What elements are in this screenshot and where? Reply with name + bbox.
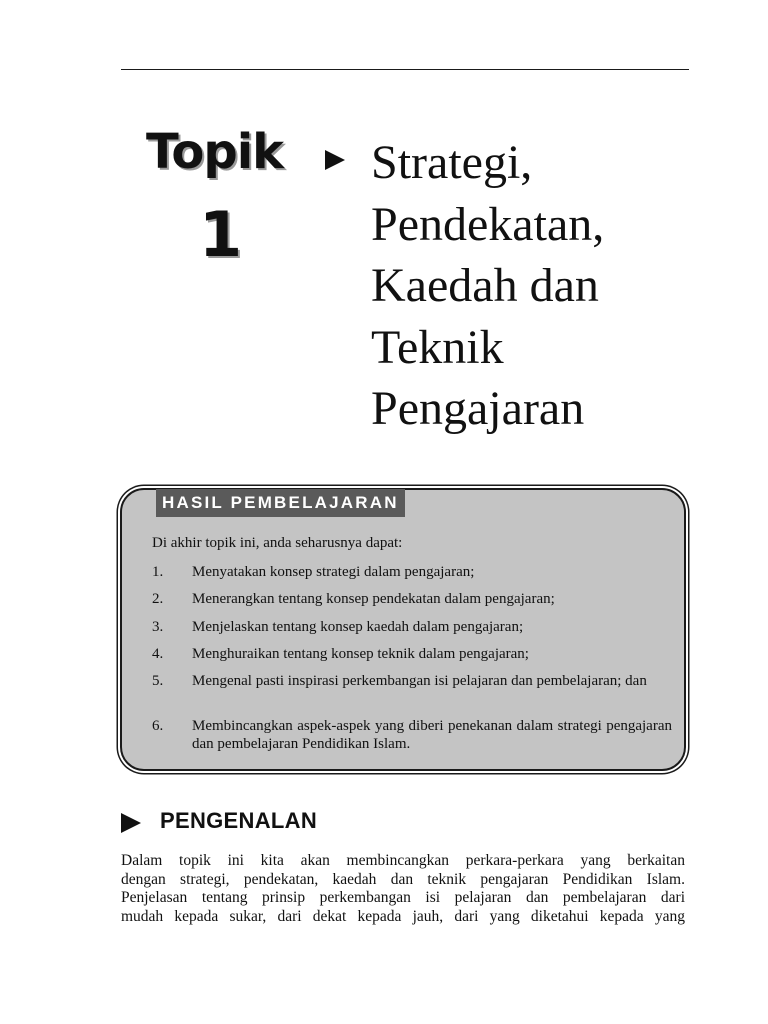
chapter-title-line: Pengajaran	[371, 382, 585, 435]
chapter-title-line: Pendekatan,	[371, 197, 605, 251]
topic-number: 1	[199, 198, 243, 271]
header-rule	[121, 69, 689, 70]
outcome-text: Menyatakan konsep strategi dalam pengajaran;	[192, 564, 475, 580]
outcome-number: 5.	[152, 673, 164, 689]
section-heading: PENGENALAN	[160, 808, 318, 833]
paragraph-line: mudah kepada sukar, dari dekat kepada jauh, dari yang diketahui kepada yang	[121, 907, 685, 925]
outcome-number: 2.	[152, 591, 164, 607]
outcome-text: Menerangkan tentang konsep pendekatan dalam pengajaran;	[192, 591, 555, 607]
chapter-title	[371, 132, 711, 440]
outcome-number: 3.	[152, 619, 164, 635]
section-arrow-icon	[121, 813, 141, 833]
triangle-arrow-icon	[325, 150, 345, 170]
learning-outcomes-heading: HASIL PEMBELAJARAN	[156, 489, 405, 517]
outcome-text: Menghuraikan tentang konsep teknik dalam pengajaran;	[192, 646, 529, 662]
learning-outcomes-intro: Di akhir topik ini, anda seharusnya dapat:	[152, 535, 403, 551]
chapter-title-line: Kaedah dan	[371, 259, 599, 312]
topic-label: Topik	[146, 124, 284, 180]
outcome-number: 6.	[152, 718, 164, 734]
outcome-number: 1.	[152, 564, 164, 580]
outcome-number: 4.	[152, 646, 164, 662]
paragraph-line: Penjelasan tentang prinsip perkembangan isi pelajaran dan pembelajaran dari	[121, 889, 685, 906]
outcome-text: Mengenal pasti inspirasi perkembangan isi pelajaran dan pembelajaran; dan	[192, 673, 647, 689]
body-paragraph	[121, 852, 685, 926]
paragraph-line: dengan strategi, pendekatan, kaedah dan teknik pengajaran Pendidikan Islam.	[121, 870, 685, 888]
outcome-text: Membincangkan aspek-aspek yang diberi penekanan dalam strategi pengajaran dan pembelajaran Pendidikan Islam.	[192, 718, 672, 752]
paragraph-line: Dalam topik ini kita akan membincangkan perkara-perkara yang berkaitan	[121, 852, 685, 869]
outcome-text: Menjelaskan tentang konsep kaedah dalam pengajaran;	[192, 619, 524, 635]
chapter-title-line: Teknik	[371, 320, 504, 374]
chapter-title-line: Strategi,	[371, 136, 533, 189]
